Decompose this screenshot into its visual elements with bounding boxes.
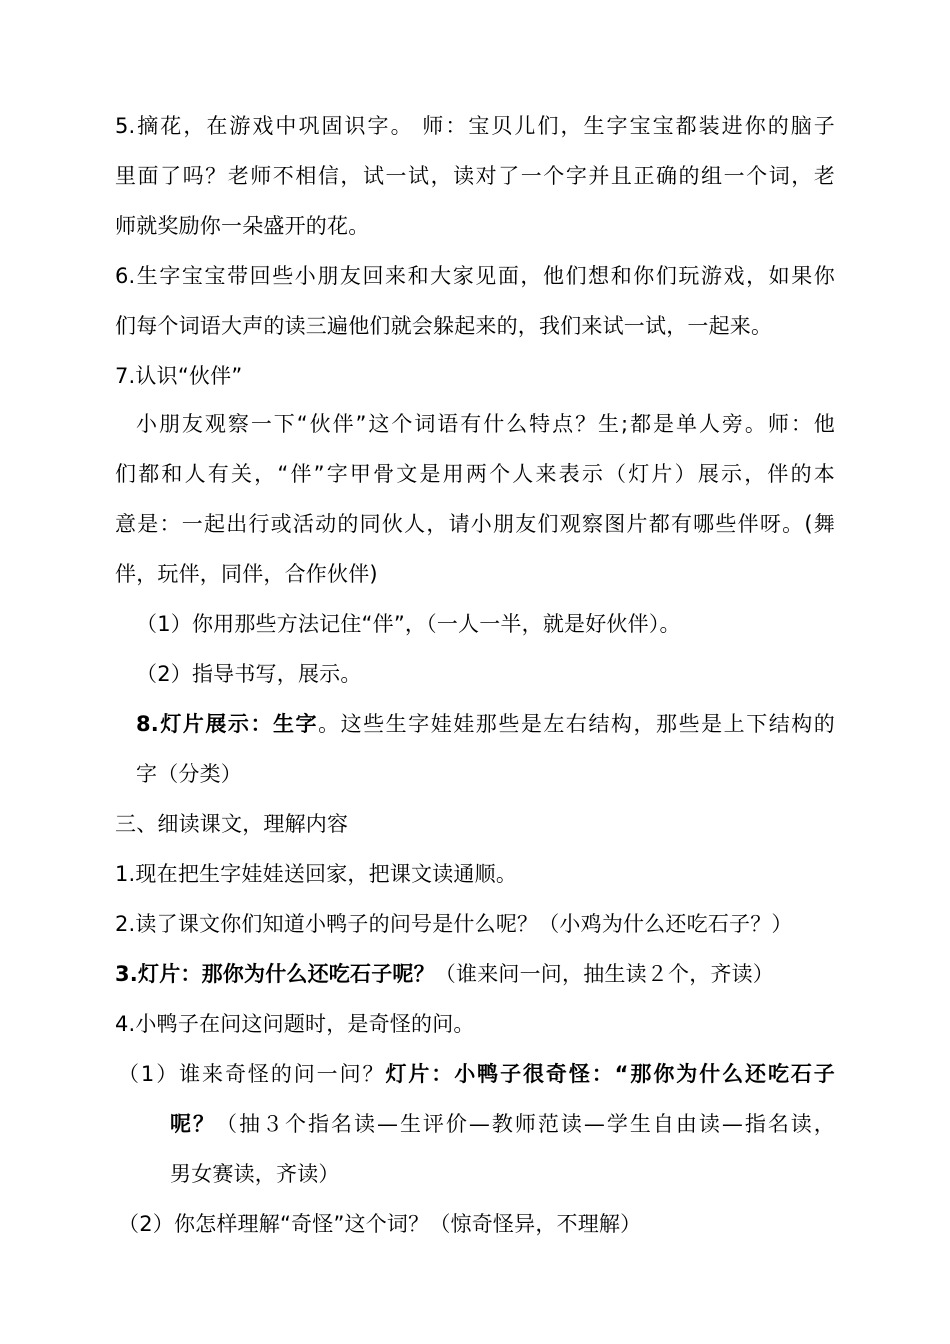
paragraph-line: 伴，玩伴，同伴，合作伙伴) xyxy=(115,562,378,586)
list-item: （2）你怎样理解“奇怪”这个词？（惊奇怪异，不理解） xyxy=(118,1212,642,1236)
list-item: 2.读了课文你们知道小鸭子的问号是什么呢？（小鸡为什么还吃石子？） xyxy=(115,912,793,936)
paragraph-line: 字（分类） xyxy=(136,762,242,786)
list-item: 3.灯片：那你为什么还吃石子呢？（谁来问一问，抽生读２个，齐读） xyxy=(115,962,774,986)
section-heading: 三、细读课文，理解内容 xyxy=(115,812,349,836)
list-item: （1）谁来奇怪的问一问？灯片：小鸭子很奇怪：“那你为什么还吃石子 xyxy=(118,1062,835,1086)
paragraph-line: 5.摘花，在游戏中巩固识字。 师：宝贝儿们，生字宝宝都装进你的脑子 xyxy=(115,114,835,138)
paragraph-line: 们每个词语大声的读三遍他们就会躲起来的，我们来试一试，一起来。 xyxy=(115,314,773,338)
list-item: （2）指导书写，展示。 xyxy=(136,662,362,686)
paragraph-line: 小朋友观察一下“伙伴”这个词语有什么特点？生;都是单人旁。师：他 xyxy=(136,412,835,436)
paragraph-line: 师就奖励你一朵盛开的花。 xyxy=(115,214,370,238)
paragraph-line: 8.灯片展示：生字。这些生字娃娃那些是左右结构，那些是上下结构的 xyxy=(136,712,835,736)
section-heading: 7.认识“伙伴” xyxy=(115,364,243,388)
paragraph-line: 男女赛读，齐读） xyxy=(170,1162,340,1186)
list-item: （1）你用那些方法记住“伴”，（一人一半，就是好伙伴）。 xyxy=(136,612,681,636)
list-item: 1.现在把生字娃娃送回家，把课文读通顺。 xyxy=(115,862,518,886)
paragraph-line: 意是：一起出行或活动的同伙人，请小朋友们观察图片都有哪些伴呀。(舞 xyxy=(115,512,835,536)
paragraph-line: 6.生字宝宝带回些小朋友回来和大家见面，他们想和你们玩游戏，如果你 xyxy=(115,264,835,288)
paragraph-line: 们都和人有关，“伴”字甲骨文是用两个人来表示（灯片）展示，伴的本 xyxy=(115,462,835,486)
paragraph-line: 里面了吗？老师不相信，试一试，读对了一个字并且正确的组一个词，老 xyxy=(115,164,835,188)
paragraph-line: 呢？（抽３个指名读—生评价—教师范读—学生自由读—指名读， xyxy=(170,1112,836,1136)
list-item: 4.小鸭子在问这问题时，是奇怪的问。 xyxy=(115,1012,475,1036)
